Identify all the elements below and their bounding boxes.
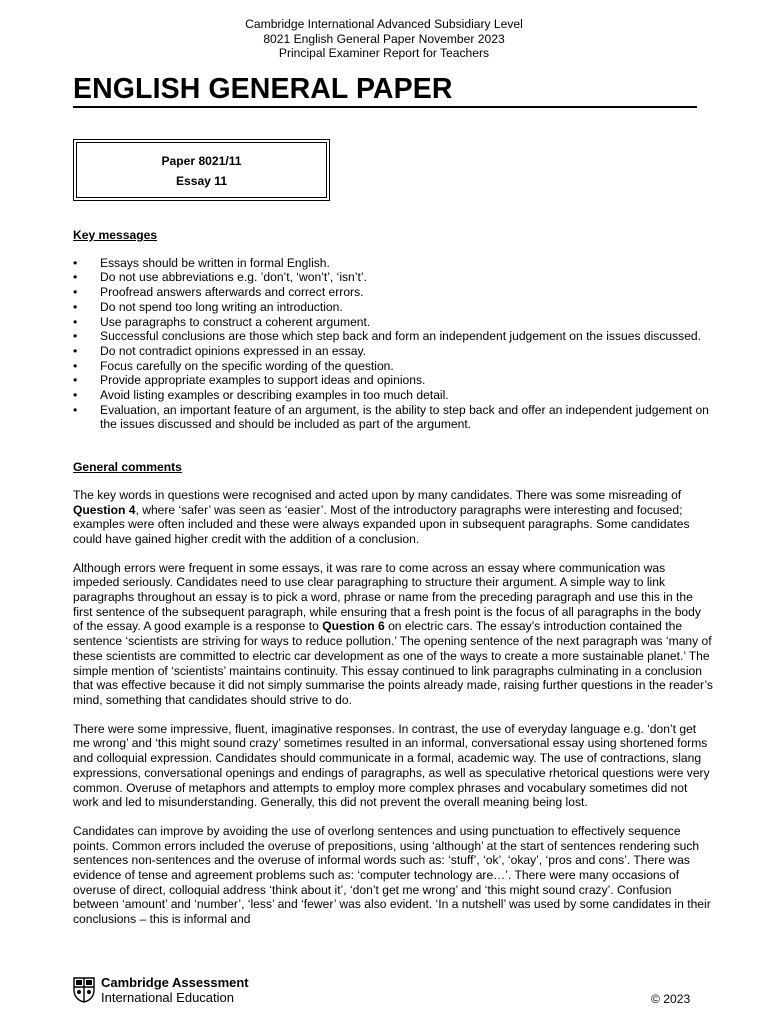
copyright-notice: © 2023 [651,992,691,1006]
paper-number: Paper 8021/11 [161,154,242,168]
bullet-icon: • [73,373,78,388]
key-messages-heading: Key messages [73,228,158,242]
key-messages-list [73,256,713,432]
key-message-text: Do not use abbreviations e.g. ’don’t, ‘won’t’, ‘isn’t’. [100,270,367,285]
question-reference: Question 6 [322,619,385,634]
general-comments-paragraph: Candidates can improve by avoiding the use of overlong sentences and using punctuation to effectively sequence points. Common errors included the overuse of prepositions, using ‘although’ at the start of sentences rendering such sentences non-sentences and the overuse of informal words such as: ‘stuff’, ‘ok’, ‘okay’, ‘pros and cons’. There was evidence of tense and agreement problems such as: ‘computer technology are…’. There were many occasions of overuse of direct, colloquial address ‘think about it’, ‘don’t get me wrong’ and ‘this might sound crazy’. Confusion between ‘amount’ and ‘number’, ‘less’ and ‘fewer’ was also evident. ‘In a nutshell’ was used by some candidates in their conclusions – this is informal and [73,823,711,927]
key-message-text: Provide appropriate examples to support ideas and opinions. [100,373,426,388]
general-comments-paragraph: There were some impressive, fluent, imaginative responses. In contrast, the use of everyday language e.g. ‘don’t get me wrong’ and ‘this might sound crazy’ sometimes resulted in an informal, conversational essay using shortened forms and colloquial expression. Candidates should communicate in a formal, academic way. The use of contractions, slang expressions, conversational openings and endings of paragraphs, as well as speculative rhetorical questions were very common. Overuse of metaphors and attempts to employ more complex phrases and vocabulary sometimes did not work and led to misunderstanding. Generally, this did not prevent the overall meaning being lost. [73,721,710,810]
bullet-icon: • [73,329,78,344]
general-comments-paragraph: The key words in questions were recognised and acted upon by many candidates. There was some misreading of Question 4, where ‘safer’ was seen as ‘easier’. Most of the introductory paragraphs were interesting and focused; examples were often included and these were always expanded upon in subsequent paragraphs. Some candidates could have gained higher credit with the addition of a conclusion. [73,487,690,546]
header-qualification: Cambridge International Advanced Subsidiary Level [245,17,523,31]
essay-number: Essay 11 [175,174,228,188]
key-message-item [73,270,713,285]
key-message-text: Evaluation, an important feature of an argument, is the ability to step back and offer an independent judgement on the issues discussed and should be included as part of the argument. [100,402,709,432]
header-report-type: Principal Examiner Report for Teachers [278,46,490,60]
key-message-item [73,388,713,403]
key-message-item [73,300,713,315]
key-message-text: Proofread answers afterwards and correct errors. [100,285,364,300]
cambridge-logo [73,975,273,1011]
key-message-text: Successful conclusions are those which step back and form an independent judgement on the issues discussed. [100,329,702,344]
key-message-text: Essays should be written in formal English. [100,255,330,270]
key-message-item [73,256,713,271]
logo-name: Cambridge Assessment [101,975,249,990]
report-body [73,228,713,927]
bullet-icon: • [73,285,78,300]
shield-crest-icon [73,977,95,1003]
key-message-text: Do not contradict opinions expressed in an essay. [100,343,366,358]
bullet-icon: • [73,255,78,270]
key-message-item [73,285,713,300]
bullet-icon: • [73,299,78,314]
bullet-icon: • [73,343,78,358]
title-divider [73,106,697,108]
header-syllabus: 8021 English General Paper November 2023 [263,31,505,46]
paper-info-box [73,139,330,201]
question-reference: Question 4 [73,502,136,517]
general-comments-paragraph: Although errors were frequent in some essays, it was rare to come across an essay where communication was impeded seriously. Candidates need to use clear paragraphing to structure their argument. A simple way to link paragraphs throughout an essay is to pick a word, phrase or name from the preceding paragraph and use this in the first sentence of the subsequent paragraph, while ensuring that a fresh point is the focus of all paragraphs in the body of the essay. A good example is a response to Question 6 on electric cars. The essay’s introduction contained the sentence ‘scientists are striving for ways to reduce pollution.’ The opening sentence of the next paragraph was ‘many of these scientists are committed to electric car development as one of the ways to create a more sustainable planet.’ The simple mention of ‘scientists’ maintains continuity. This essay continued to link paragraphs culminating in a conclusion that was effective because it did not simply summarise the points already made, raising further questions in the reader’s mind, something that candidates should strive to do. [73,560,713,707]
report-header [0,17,768,61]
general-comments-heading: General comments [73,460,182,475]
key-message-text: Do not spend too long writing an introduction. [100,299,343,314]
key-message-item [73,359,713,374]
key-message-item [73,373,713,388]
bullet-icon: • [73,358,78,373]
bullet-icon: • [73,388,78,403]
logo-subname: International Education [101,990,234,1005]
key-message-text: Avoid listing examples or describing examples in too much detail. [100,388,449,403]
key-message-text: Focus carefully on the specific wording of the question. [100,358,394,373]
key-message-item [73,315,713,330]
key-message-item [73,329,713,344]
bullet-icon: • [73,314,78,329]
key-message-text: Use paragraphs to construct a coherent argument. [100,314,371,329]
document-title: ENGLISH GENERAL PAPER [73,73,453,105]
key-message-item [73,344,713,359]
bullet-icon: • [73,270,78,285]
key-message-item [73,403,713,432]
bullet-icon: • [73,402,78,417]
